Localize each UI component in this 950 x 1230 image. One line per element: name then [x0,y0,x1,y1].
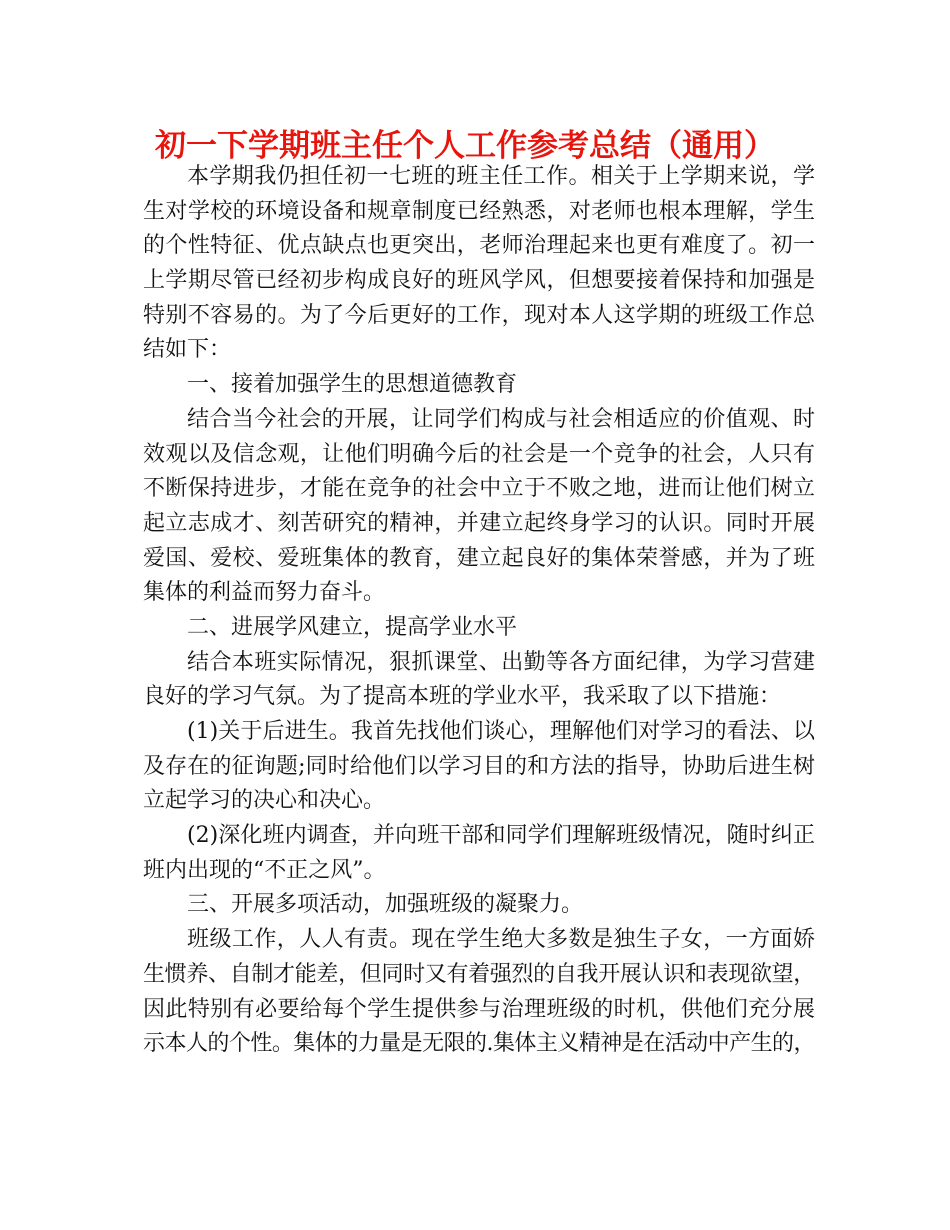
document-body [143,160,815,1062]
body-line: 的个性特征、优点缺点也更突出，老师治理起来也更有难度了。初一 [143,233,815,259]
body-line: 结如下： [143,337,232,363]
body-line: 班内出现的“不正之风”。 [143,857,386,883]
body-line: 爱国、爱校、爱班集体的教育，建立起良好的集体荣誉感，并为了班 [143,545,815,571]
body-line: 班级工作，人人有责。现在学生绝大多数是独生子女，一方面娇 [187,927,815,953]
document-title: 初一下学期班主任个人工作参考总结（通用） [155,128,775,164]
body-line: 结合本班实际情况，狠抓课堂、出勤等各方面纪律，为学习营建 [187,649,815,675]
body-line: 及存在的征询题;同时给他们以学习目的和方法的指导，协助后进生树 [143,753,815,779]
body-line: 示本人的个性。集体的力量是无限的.集体主义精神是在活动中产生的， [143,1031,815,1057]
body-line: 起立志成才、刻苦研究的精神，并建立起终身学习的认识。同时开展 [143,510,815,536]
body-line: 三、开展多项活动，加强班级的凝聚力。 [187,892,584,918]
body-line: 立起学习的决心和决心。 [143,788,386,814]
body-line: 生对学校的环境设备和规章制度已经熟悉，对老师也根本理解，学生 [143,198,815,224]
body-line: 二、进展学风建立，提高学业水平 [187,614,518,640]
body-line: 特别不容易的。为了今后更好的工作，现对本人这学期的班级工作总 [143,302,815,328]
body-line: 良好的学习气氛。为了提高本班的学业水平，我采取了以下措施： [143,684,782,710]
body-line: 集体的利益而努力奋斗。 [143,580,386,606]
body-line: 效观以及信念观，让他们明确今后的社会是一个竞争的社会，人只有 [143,441,815,467]
body-line: 结合当今社会的开展，让同学们构成与社会相适应的价值观、时 [187,406,815,432]
body-line: 上学期尽管已经初步构成良好的班风学风，但想要接着保持和加强是 [143,268,815,294]
body-line: 生惯养、自制才能差，但同时又有着强烈的自我开展认识和表现欲望， [143,961,815,987]
body-line: 因此特别有必要给每个学生提供参与治理班级的时机，供他们充分展 [143,996,815,1022]
body-line: (2)深化班内调查，并向班干部和同学们理解班级情况，随时纠正 [187,823,815,849]
body-line: 一、接着加强学生的思想道德教育 [187,372,518,398]
body-line: 本学期我仍担任初一七班的班主任工作。相关于上学期来说，学 [187,164,815,189]
body-line: (1)关于后进生。我首先找他们谈心，理解他们对学习的看法、以 [187,719,815,744]
body-line: 不断保持进步，才能在竞争的社会中立于不败之地，进而让他们树立 [143,476,815,502]
